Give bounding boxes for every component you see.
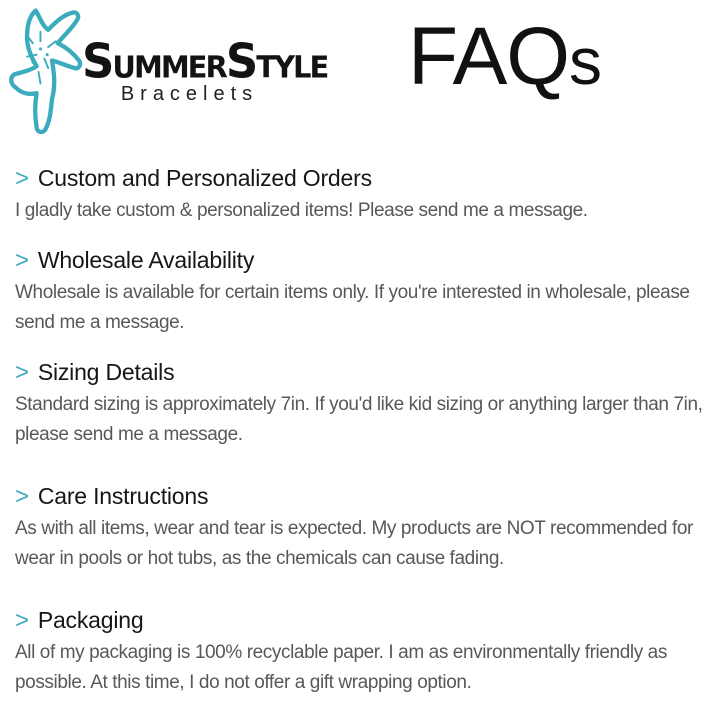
wordmark-letters: TYLE bbox=[256, 49, 328, 85]
faq-question: Custom and Personalized Orders bbox=[37, 165, 372, 191]
faq-answer: I gladly take custom & personalized items! Please send me a message. bbox=[15, 200, 588, 221]
faq-question-row bbox=[15, 358, 705, 387]
faq-question: Wholesale Availability bbox=[37, 247, 255, 273]
faq-list bbox=[0, 152, 720, 698]
page-title bbox=[408, 11, 602, 102]
faq-answer: All of my packaging is 100% recyclable paper. I am as environmentally friendly as possible. At this time, I do not offer a gift wrapping option. bbox=[15, 642, 667, 693]
chevron-icon: > bbox=[15, 247, 29, 274]
wordmark-letters: UMMER bbox=[112, 49, 226, 85]
chevron-icon: > bbox=[15, 483, 29, 510]
chevron-icon: > bbox=[15, 607, 29, 634]
brand-wordmark bbox=[82, 33, 328, 89]
page-title-caps: FAQ bbox=[408, 11, 570, 102]
chevron-icon: > bbox=[15, 165, 29, 192]
faq-section bbox=[15, 606, 705, 698]
faq-question-row bbox=[15, 164, 705, 193]
brand-tagline: Bracelets bbox=[120, 83, 259, 105]
faq-question-row bbox=[15, 606, 705, 635]
faq-answer: As with all items, wear and tear is expected. My products are NOT recommended for wear in pools or hot tubs, as the chemicals can cause fading. bbox=[15, 518, 693, 569]
wordmark-letter: S bbox=[225, 33, 257, 89]
faq-section bbox=[15, 164, 705, 226]
header bbox=[0, 0, 720, 152]
brand-block bbox=[82, 33, 328, 105]
faq-question: Packaging bbox=[37, 607, 144, 633]
faq-answer: Wholesale is available for certain items only. If you're interested in wholesale, please send me a message. bbox=[15, 282, 690, 333]
faq-question: Sizing Details bbox=[37, 359, 175, 385]
faq-section bbox=[15, 246, 705, 338]
chevron-icon: > bbox=[15, 359, 29, 386]
faq-answer: Standard sizing is approximately 7in. If you'd like kid sizing or anything larger than 7in, please send me a message. bbox=[15, 394, 703, 445]
wordmark-letter: S bbox=[82, 33, 113, 89]
faq-section bbox=[15, 482, 705, 574]
faq-question: Care Instructions bbox=[37, 483, 209, 509]
page-title-lower: s bbox=[569, 24, 602, 98]
faq-section bbox=[15, 358, 705, 450]
faq-question-row bbox=[15, 482, 705, 511]
faq-question-row bbox=[15, 246, 705, 275]
